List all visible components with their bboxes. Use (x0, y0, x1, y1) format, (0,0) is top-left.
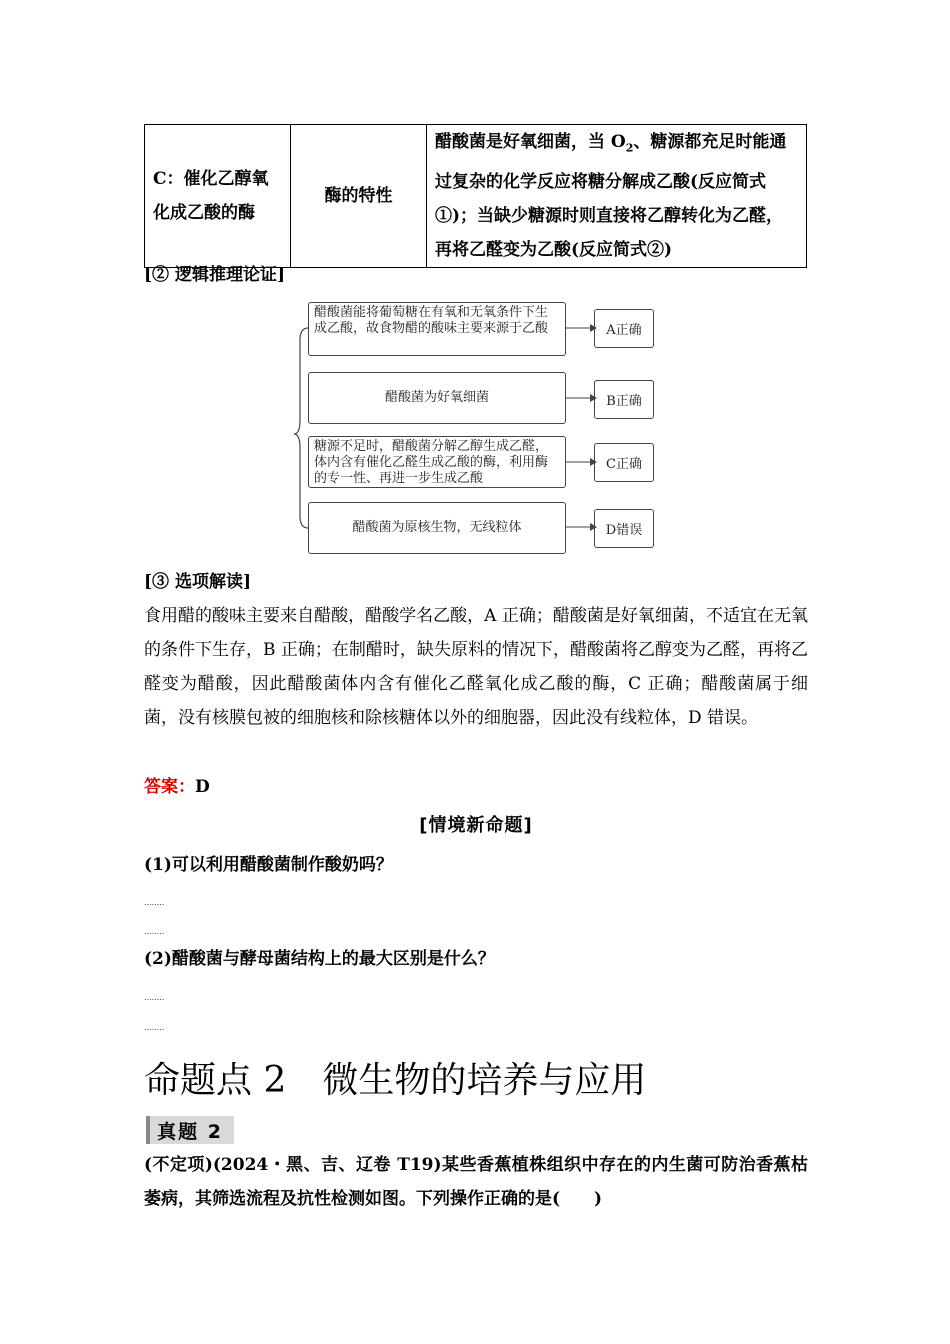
premise-a: 醋酸菌能将葡萄糖在有氧和无氧条件下生成乙酸，故食物醋的酸味主要来源于乙酸 (308, 302, 566, 356)
table-cell-feature: 酶的特性 (291, 125, 427, 268)
question-2: (2)醋酸菌与酵母菌结构上的最大区别是什么？ (144, 949, 495, 969)
result-b: B正确 (594, 380, 654, 419)
logic-flow-diagram (292, 300, 662, 560)
result-c: C正确 (594, 443, 654, 482)
section3-heading: [③ 选项解读] (144, 572, 252, 592)
real-question-tag: 真题 2 (146, 1116, 234, 1144)
premise-b: 醋酸菌为好氧细菌 (308, 372, 566, 424)
explanation-paragraph: 食用醋的酸味主要来自醋酸，醋酸学名乙酸，A 正确；醋酸菌是好氧细菌，不适宜在无氧的条件下生存，B 正确；在制醋时，缺失原料的情况下，醋酸菌将乙醇变为乙醛，再将乙醛变为醋酸，因此醋酸菌体内含有催化乙醛氧化成乙酸的酶，C 正确；醋酸菌属于细菌，没有核膜包被的细胞核和除核糖体以外的细胞器，因此没有线粒体，D 错误。 (144, 606, 808, 728)
answer-value: D (195, 777, 210, 797)
premise-d: 醋酸菌为原核生物，无线粒体 (308, 502, 566, 554)
answer-label: 答案： (144, 777, 195, 797)
section2-heading: [② 逻辑推理论证] (144, 265, 286, 285)
detail-text-a: 醋酸菌是好氧细菌，当 O (435, 132, 626, 152)
premise-c: 糖源不足时，醋酸菌分解乙醇生成乙醛，体内含有催化乙醛生成乙酸的酶，利用酶的专一性、再进一步生成乙酸 (308, 436, 566, 488)
answer-blank-2b: ........ (144, 1023, 165, 1032)
table-cell-detail (427, 125, 807, 268)
question-intro: (不定项)(2024・黑、吉、辽卷 T19)某些香蕉植株组织中存在的内生菌可防治香蕉枯萎病，其筛选流程及抗性检测如图。下列操作正确的是( ) (144, 1155, 808, 1209)
question-1: (1)可以利用醋酸菌制作酸奶吗？ (144, 855, 393, 875)
topic-title: 命题点 2 微生物的培养与应用 (144, 1060, 647, 1101)
table-cell-option: C：催化乙醇氧化成乙酸的酶 (145, 125, 291, 268)
answer-blank-2a: ........ (144, 993, 165, 1002)
scenario-title: [情境新命题] (419, 815, 533, 836)
result-a: A正确 (594, 309, 654, 348)
table-row (145, 125, 807, 268)
answer-blank-1a: ........ (144, 898, 165, 907)
detail-text-b: 、糖源都充足时能通过复杂的化学反应将糖分解成乙酸(反应简式①)；当缺少糖源时则直接将乙醇转化为乙醛，再将乙醛变为乙酸(反应简式②) (435, 132, 787, 261)
result-d: D错误 (594, 509, 654, 548)
detail-subscript: 2 (625, 141, 634, 155)
property-table (144, 124, 807, 268)
answer-blank-1b: ........ (144, 927, 165, 936)
answer-line (144, 770, 210, 804)
